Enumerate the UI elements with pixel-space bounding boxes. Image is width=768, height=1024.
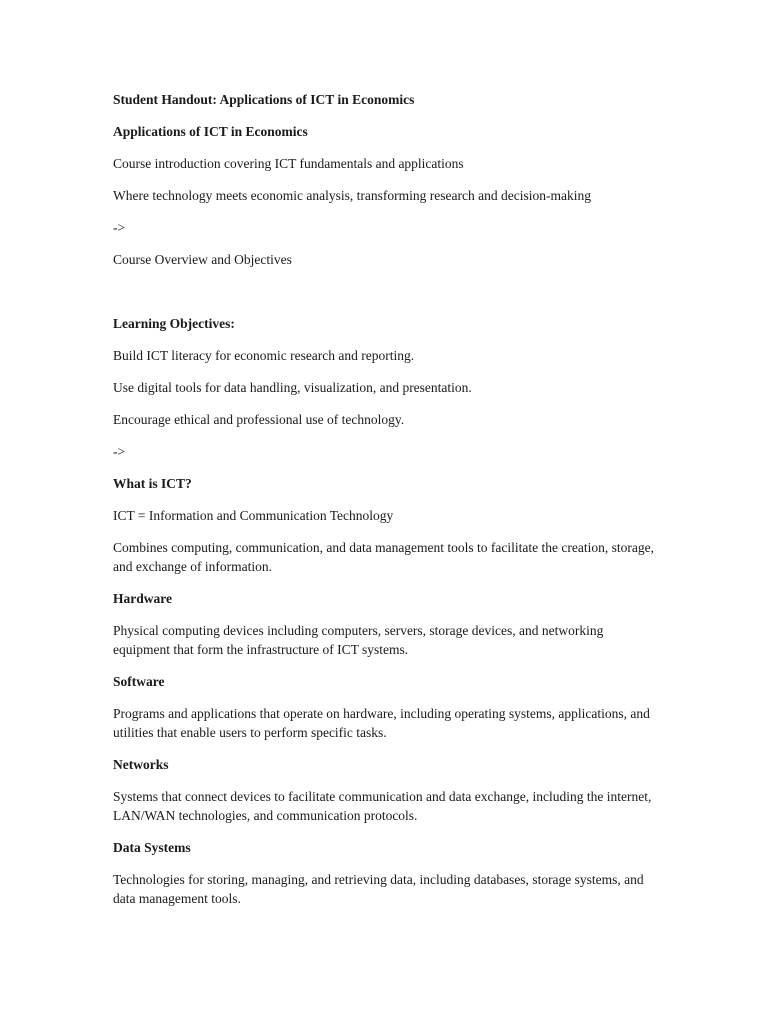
arrow-separator: -> (113, 444, 126, 459)
course-title: Applications of ICT in Economics (113, 124, 308, 139)
course-tagline: Where technology meets economic analysis, transforming research and decision-making (113, 188, 591, 203)
handout-title: Student Handout: Applications of ICT in Economics (113, 92, 415, 107)
software-text: Programs and applications that operate on hardware, including operating systems, applications, and utilities that enable users to perform specific tasks. (113, 706, 650, 740)
software-heading: Software (113, 674, 165, 689)
ict-definition: ICT = Information and Communication Technology (113, 508, 394, 523)
arrow-separator: -> (113, 220, 126, 235)
networks-text: Systems that connect devices to facilitate communication and data exchange, including the internet, LAN/WAN technologies, and communication protocols. (113, 789, 652, 823)
objective-item: Encourage ethical and professional use of technology. (113, 412, 405, 427)
document-page (113, 90, 658, 908)
hardware-heading: Hardware (113, 591, 172, 606)
data-systems-heading: Data Systems (113, 840, 191, 855)
data-systems-text: Technologies for storing, managing, and retrieving data, including databases, storage systems, and data management tools. (113, 872, 644, 906)
ict-description: Combines computing, communication, and data management tools to facilitate the creation, storage, and exchange of information. (113, 540, 654, 574)
objectives-heading: Learning Objectives: (113, 316, 235, 331)
hardware-text: Physical computing devices including computers, servers, storage devices, and networking equipment that form the infrastructure of ICT systems. (113, 623, 604, 657)
objective-item: Use digital tools for data handling, visualization, and presentation. (113, 380, 472, 395)
course-intro: Course introduction covering ICT fundamentals and applications (113, 156, 464, 171)
objective-item: Build ICT literacy for economic research and reporting. (113, 348, 415, 363)
networks-heading: Networks (113, 757, 169, 772)
overview-heading: Course Overview and Objectives (113, 252, 292, 267)
ict-heading: What is ICT? (113, 476, 192, 491)
